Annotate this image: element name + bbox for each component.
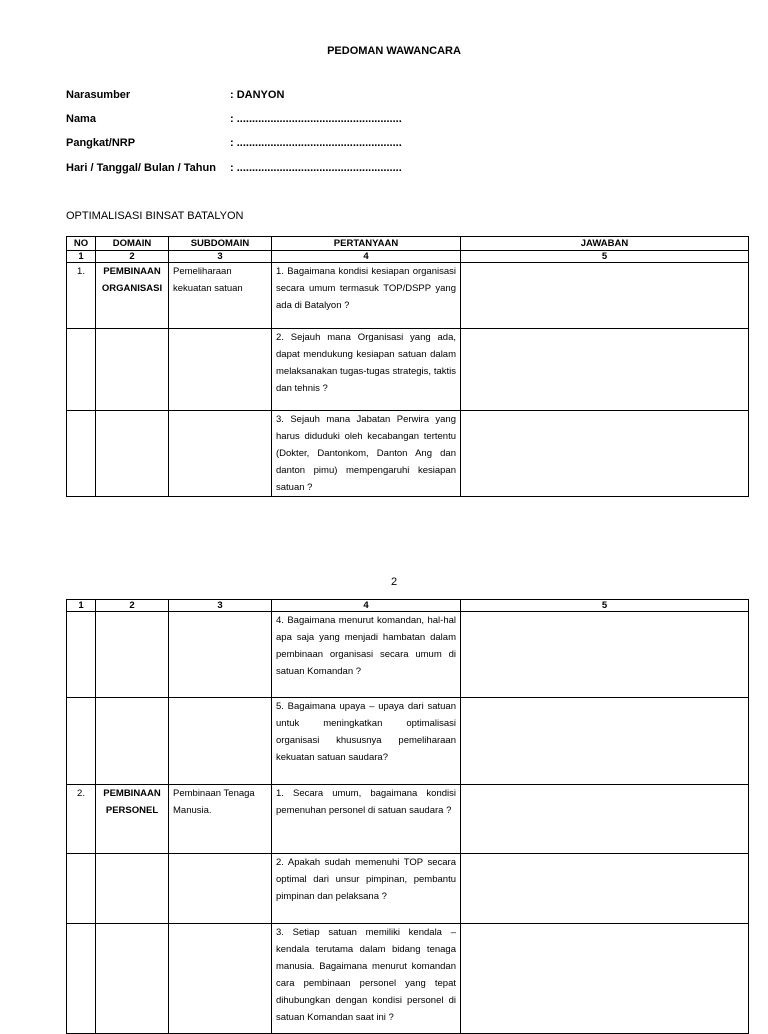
table-row (67, 411, 749, 497)
column-number-row (67, 600, 749, 612)
column-number: 4 (272, 251, 461, 263)
row-subdomain (169, 924, 272, 1034)
row-question: 1. Bagaimana kondisi kesiapan organisasi secara umum termasuk TOP/DSPP yang ada di Batalyon ? (272, 263, 461, 329)
row-no (67, 924, 96, 1034)
row-question: 1. Secara umum, bagaimana kondisi pemenuhan personel di satuan saudara ? (272, 785, 461, 854)
row-subdomain (169, 854, 272, 924)
info-label: Hari / Tanggal/ Bulan / Tahun (66, 162, 216, 174)
header-cell-domain: DOMAIN (96, 237, 169, 251)
row-subdomain: Pemeliharaan kekuatan satuan (169, 263, 272, 329)
row-subdomain (169, 698, 272, 785)
row-no (67, 854, 96, 924)
row-domain (96, 411, 169, 497)
row-no: 1. (67, 263, 96, 329)
row-question: 2. Sejauh mana Organisasi yang ada, dapat mendukung kesiapan satuan dalam melaksanakan tugas-tugas strategis, taktis dan tehnis ? (272, 329, 461, 411)
row-domain (96, 612, 169, 698)
column-number: 2 (96, 251, 169, 263)
column-number: 5 (461, 600, 749, 612)
row-domain: PEMBINAAN ORGANISASI (96, 263, 169, 329)
info-value: : DANYON (230, 89, 285, 101)
table-row (67, 785, 749, 854)
page-number: 2 (390, 576, 398, 588)
column-number: 3 (169, 251, 272, 263)
row-no (67, 698, 96, 785)
row-no (67, 612, 96, 698)
section-title: OPTIMALISASI BINSAT BATALYON (66, 210, 244, 222)
row-answer (461, 924, 749, 1034)
row-answer (461, 329, 749, 411)
interview-table-page-1 (66, 236, 749, 497)
table-row (67, 329, 749, 411)
row-answer (461, 698, 749, 785)
row-domain (96, 698, 169, 785)
table-row (67, 698, 749, 785)
row-question: 3. Sejauh mana Jabatan Perwira yang harus diduduki oleh kecabangan tertentu (Dokter, Dantonkom, Danton Ang dan danton pimu) mempengaruhi kesiapan satuan ? (272, 411, 461, 497)
interview-table-page-2 (66, 599, 749, 1034)
column-number: 2 (96, 600, 169, 612)
row-answer (461, 411, 749, 497)
table-row (67, 854, 749, 924)
header-cell-jawaban: JAWABAN (461, 237, 749, 251)
header-row (67, 237, 749, 251)
row-domain: PEMBINAAN PERSONEL (96, 785, 169, 854)
info-value: : ...................................................... (230, 162, 402, 174)
row-subdomain: Pembinaan Tenaga Manusia. (169, 785, 272, 854)
table-row (67, 612, 749, 698)
header-cell-no: NO (67, 237, 96, 251)
column-number: 3 (169, 600, 272, 612)
header-cell-pertanyaan: PERTANYAAN (272, 237, 461, 251)
row-domain (96, 924, 169, 1034)
info-value: : ...................................................... (230, 137, 402, 149)
column-number: 1 (67, 600, 96, 612)
row-subdomain (169, 612, 272, 698)
column-number: 4 (272, 600, 461, 612)
row-question: 5. Bagaimana upaya – upaya dari satuan untuk meningkatkan optimalisasi organisasi khususnya pemeliharaan kekuatan satuan saudara? (272, 698, 461, 785)
info-label: Pangkat/NRP (66, 137, 136, 149)
column-number: 5 (461, 251, 749, 263)
table-row (67, 924, 749, 1034)
row-question: 4. Bagaimana menurut komandan, hal-hal apa saja yang menjadi hambatan dalam pembinaan organisasi secara umum di satuan Komandan ? (272, 612, 461, 698)
table-row (67, 263, 749, 329)
row-domain (96, 854, 169, 924)
info-value: : ...................................................... (230, 113, 402, 125)
row-question: 2. Apakah sudah memenuhi TOP secara optimal dari unsur pimpinan, pembantu pimpinan dan pelaksana ? (272, 854, 461, 924)
row-no: 2. (67, 785, 96, 854)
row-answer (461, 263, 749, 329)
info-label: Nama (66, 113, 96, 125)
row-answer (461, 612, 749, 698)
row-answer (461, 785, 749, 854)
document-title: PEDOMAN WAWANCARA (327, 45, 461, 57)
row-no (67, 411, 96, 497)
column-number: 1 (67, 251, 96, 263)
column-number-row (67, 251, 749, 263)
row-domain (96, 329, 169, 411)
row-question: 3. Setiap satuan memiliki kendala – kendala terutama dalam bidang tenaga manusia. Bagaimana menurut komandan cara pembinaan personel yang tepat dihubungkan dengan kondisi personel di satuan Komandan saat ini ? (272, 924, 461, 1034)
row-subdomain (169, 329, 272, 411)
row-subdomain (169, 411, 272, 497)
header-cell-subdomain: SUBDOMAIN (169, 237, 272, 251)
info-label: Narasumber (66, 89, 131, 101)
row-no (67, 329, 96, 411)
row-answer (461, 854, 749, 924)
